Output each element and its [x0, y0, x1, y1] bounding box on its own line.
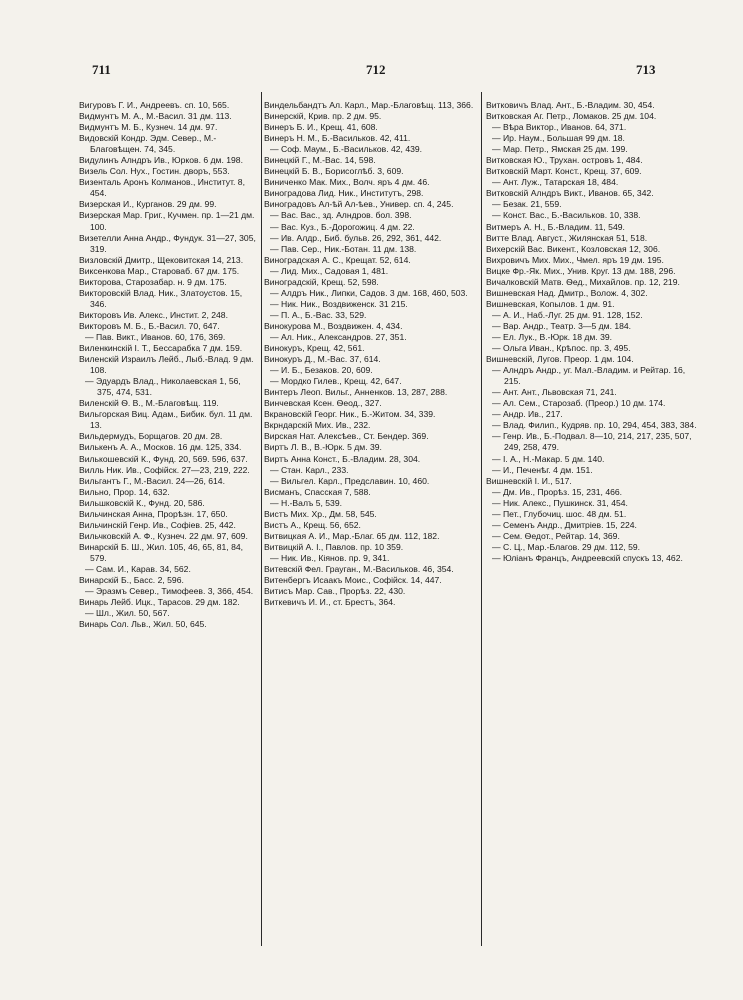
directory-entry: Винецкій Г., М.-Вас. 14, 598. — [264, 155, 376, 166]
directory-entry: Визерская Мар. Григ., Кучмен. пр. 1—21 дм. 100. — [79, 210, 255, 232]
directory-entry: Виленскій Израилъ Лейб., Лыб.-Влад. 9 дм. 108. — [79, 354, 254, 376]
directory-sub-entry: — Ник. Ник., Воздвиженск. 31 215. — [270, 298, 408, 309]
directory-entry: Видовскій Кондр. Эдм. Север., М.-Благовѣщен. 74, 345. — [79, 133, 217, 155]
directory-sub-entry: — Эдуардъ Влад., Николаевская 1, 56, 375, 474, 531. — [85, 376, 241, 398]
directory-entry: Винокуръ, Крещ. 42, 561. — [264, 343, 365, 354]
directory-entry: Винчевская Ксен. Ѳеод., 327. — [264, 398, 382, 409]
directory-entry: Вихровичъ Мих. Мих., Чмел. яръ 19 дм. 195. — [486, 254, 664, 265]
page-number-left: 711 — [92, 62, 111, 77]
directory-entry: Вистъ Мих. Хр., Дм. 58, 545. — [264, 508, 377, 519]
directory-sub-entry: — Ир. Наум., Большая 99 дм. 18. — [492, 133, 625, 144]
directory-entry: Витте Влад. Август., Жилянская 51, 518. — [486, 232, 648, 243]
directory-entry: Витевскій Фел. Грауган., М.-Васильков. 46, 354. — [264, 563, 454, 574]
directory-sub-entry: — Пав. Викт., Иванов. 60, 176, 369. — [85, 331, 226, 342]
directory-sub-entry: — Сам. И., Карав. 34, 562. — [85, 563, 191, 574]
directory-sub-entry: — Ив. Алдр., Биб. бульв. 26, 292, 361, 442. — [270, 232, 442, 243]
directory-sub-entry: — Н.-Валъ 5, 539. — [270, 497, 343, 508]
directory-sub-entry: — Ант. Луж., Татарская 18, 484. — [492, 177, 619, 188]
directory-entry: Винарь Лейб. Ицк., Тарасов. 29 дм. 182. — [79, 597, 240, 608]
directory-sub-entry: — Соф. Маум., Б.-Васильков. 42, 439. — [270, 144, 423, 155]
directory-sub-entry: — Алдръ Ник., Липки, Садов. 3 дм. 168, 460, 503. — [270, 287, 468, 298]
directory-column-3 — [486, 100, 704, 564]
directory-entry: Винеръ Н. М., Б.-Васильков. 42, 411. — [264, 133, 411, 144]
directory-entry: Винокуръ Д., М.-Вас. 37, 614. — [264, 354, 381, 365]
directory-entry: Визерская И., Курганов. 29 дм. 99. — [79, 199, 217, 210]
directory-sub-entry: — Ник. Алекс., Пушкинск. 31, 454. — [492, 497, 628, 508]
directory-entry: Витмеръ А. Н., Б.-Владим. 11, 549. — [486, 221, 625, 232]
directory-entry: Витвицкая А. И., Мар.-Благ. 65 дм. 112, 182. — [264, 530, 440, 541]
directory-entry: Винецкій Б. В., Борисоглѣб. 3, 609. — [264, 166, 404, 177]
directory-entry: Вихерскій Вас. Викент., Козловская 12, 306. — [486, 243, 661, 254]
directory-entry: Винерскій, Крив. пр. 2 дм. 95. — [264, 111, 382, 122]
directory-sub-entry: — Ант. Ант., Львовская 71, 241. — [492, 387, 617, 398]
directory-entry: Вилькенъ А. А., Москов. 16 дм. 125, 334. — [79, 442, 242, 453]
directory-sub-entry: — Вас. Куз., Б.-Дорогожиц. 4 дм. 22. — [270, 221, 415, 232]
directory-sub-entry: — Влад. Филип., Кудряв. пр. 10, 294, 454, 383, 384. — [492, 420, 697, 431]
directory-sub-entry: — Андр. Ив., 217. — [492, 409, 563, 420]
directory-entry: Викторовъ М. Б., Б.-Васил. 70, 647. — [79, 320, 220, 331]
directory-entry: Вильшковскій К., Фунд. 20, 586. — [79, 497, 205, 508]
directory-sub-entry: — Ал. Сем., Старозаб. (Преор.) 10 дм. 174. — [492, 398, 666, 409]
directory-sub-entry: — Эразмъ Север., Тимофеев. 3, 366, 454. — [85, 586, 254, 597]
directory-entry: Витенбергъ Исаакъ Моис., Софійск. 14, 447. — [264, 575, 442, 586]
directory-sub-entry: — Ел. Лук., В.-Юрк. 18 дм. 39. — [492, 331, 613, 342]
directory-entry: Виткевичъ И. И., ст. Брестъ, 364. — [264, 597, 396, 608]
directory-sub-entry: — Ник. Ив., Кіянов. пр. 9, 341. — [270, 552, 390, 563]
directory-sub-entry: — Лид. Мих., Садовая 1, 481. — [270, 265, 389, 276]
directory-sub-entry: — Пет., Глубочиц. шос. 48 дм. 51. — [492, 508, 627, 519]
directory-entry: Вишневскій, Лугов. Преор. 1 дм. 104. — [486, 354, 634, 365]
directory-entry: Вкрановскій Георг. Ник., Б.-Житом. 34, 339. — [264, 409, 436, 420]
page-number-center: 712 — [366, 62, 386, 77]
directory-entry: Викторовъ Ив. Алекс., Инстит. 2, 248. — [79, 309, 228, 320]
directory-sub-entry: — Вар. Андр., Театр. 3—5 дм. 184. — [492, 320, 632, 331]
directory-entry: Визловскій Дмитр., Щековитская 14, 213. — [79, 254, 244, 265]
directory-entry: Виноградская А. С., Крещат. 52, 614. — [264, 254, 411, 265]
directory-sub-entry: — Генр. Ив., Б.-Подвал. 8—10, 214, 217, 235, 507, 249, 258, 479. — [492, 431, 692, 453]
directory-sub-entry: — Ольга Иван., Крѣпос. пр. 3, 495. — [492, 343, 631, 354]
directory-sub-entry: — Мар. Петр., Ямская 25 дм. 199. — [492, 144, 628, 155]
directory-sub-entry: — Дм. Ив., Прорѣз. 15, 231, 466. — [492, 486, 623, 497]
directory-entry: Вистъ А., Крещ. 56, 652. — [264, 519, 361, 530]
page-number-right: 713 — [636, 62, 656, 77]
directory-entry: Винтеръ Леоп. Вильг., Анненков. 13, 287, 288. — [264, 387, 448, 398]
directory-entry: Витковскій Март. Конст., Крещ. 37, 609. — [486, 166, 642, 177]
directory-entry: Витвицкій А. І., Павлов. пр. 10 359. — [264, 541, 404, 552]
directory-entry: Вицке Фр.-Як. Мих., Унив. Круг. 13 дм. 188, 296. — [486, 265, 676, 276]
directory-entry: Виноградова Лид. Ник., Институтъ, 298. — [264, 188, 424, 199]
directory-entry: Вильно, Прор. 14, 632. — [79, 486, 170, 497]
directory-entry: Вилькошевскій К., Фунд. 20, 569. 596, 637. — [79, 453, 248, 464]
directory-entry: Виноградскій, Крещ. 52, 598. — [264, 276, 379, 287]
directory-entry: Викторовскій Влад. Ник., Златоустов. 15, 346. — [79, 287, 243, 309]
directory-entry: Вильчинскій Генр. Ив., Софіев. 25, 442. — [79, 519, 236, 530]
directory-entry: Виленкинскій І. Т., Бессарабка 7 дм. 159. — [79, 343, 243, 354]
directory-sub-entry: — И., Печенѣг. 4 дм. 151. — [492, 464, 593, 475]
directory-entry: Виленскій Ѳ. В., М.-Благовѣщ. 119. — [79, 398, 219, 409]
directory-sub-entry: — Юліанъ Францъ, Андреевскій спускъ 13, 462. — [492, 552, 683, 563]
directory-entry: Винарь Сол. Льв., Жил. 50, 645. — [79, 619, 207, 630]
directory-entry: Вильдермудъ, Борщагов. 20 дм. 28. — [79, 431, 223, 442]
directory-entry: Винарскій Б., Басс. 2, 596. — [79, 575, 184, 586]
directory-entry: Видмунтъ М. А., М.-Васил. 31 дм. 113. — [79, 111, 232, 122]
directory-entry: Вирская Нат. Алексѣев., Ст. Бендер. 369. — [264, 431, 429, 442]
directory-entry: Вишневскій І. И., 517. — [486, 475, 572, 486]
directory-entry: Вигуровъ Г. И., Андреевъ. сп. 10, 565. — [79, 100, 230, 110]
directory-entry: Вильгантъ Г., М.-Васил. 24—26, 614. — [79, 475, 225, 486]
directory-sub-entry: — Вас. Вас., зд. Алндров. бол. 398. — [270, 210, 412, 221]
directory-entry: Витковская Ю., Трухан. островъ 1, 484. — [486, 155, 643, 166]
directory-entry: Виноградовъ Ал-ѣй Ал-ѣев., Универ. сп. 4, 245. — [264, 199, 454, 210]
directory-entry: Вилль Ник. Ив., Софійск. 27—23, 219, 222. — [79, 464, 250, 475]
directory-entry: Визетелли Анна Андр., Фундук. 31—27, 305, 319. — [79, 232, 256, 254]
directory-sub-entry: — Вѣра Виктор., Иванов. 64, 371. — [492, 122, 627, 133]
directory-entry: Виндельбандтъ Ал. Карл., Мар.-Благовѣщ. 113, 366. — [264, 100, 474, 110]
directory-entry: Винокурова М., Воздвижен. 4, 434. — [264, 320, 403, 331]
directory-entry: Витковская Аг. Петр., Ломаков. 25 дм. 104. — [486, 111, 657, 122]
directory-entry: Визенталь Аронъ Колманов., Институт. 8, 454. — [79, 177, 245, 199]
directory-entry: Вишневская, Копылов. 1 дм. 91. — [486, 298, 615, 309]
directory-column-2 — [264, 100, 476, 608]
directory-sub-entry: — С. Ц., Мар.-Благов. 29 дм. 112, 59. — [492, 541, 641, 552]
directory-sub-entry: — Стан. Карл., 233. — [270, 464, 349, 475]
directory-entry: Виртъ Л. В., В.-Юрк. 5 дм. 39. — [264, 442, 382, 453]
directory-entry: Виниченко Мак. Мих., Волч. яръ 4 дм. 46. — [264, 177, 430, 188]
directory-sub-entry: — Алндръ Андр., уг. Мал.-Владим. и Рейтар. 16, 215. — [492, 365, 686, 387]
directory-sub-entry: — А. И., Наб.-Луг. 25 дм. 91. 128, 152. — [492, 309, 643, 320]
directory-entry: Винеръ Б. И., Крещ. 41, 608. — [264, 122, 378, 133]
directory-sub-entry: — Семенъ Андр., Дмитріев. 15, 224. — [492, 519, 637, 530]
directory-entry: Вичалковскій Матв. Ѳед., Михайлов. пр. 12, 219. — [486, 276, 680, 287]
directory-sub-entry: — І. А., Н.-Макар. 5 дм. 140. — [492, 453, 605, 464]
directory-entry: Видмунтъ М. Б., Кузнеч. 14 дм. 97. — [79, 122, 218, 133]
directory-entry: Вильчинская Анна, Прорѣзн. 17, 650. — [79, 508, 228, 519]
directory-entry: Вкрндарскій Мих. Ив., 232. — [264, 420, 371, 431]
directory-sub-entry: — П. А., Б.-Вас. 33, 529. — [270, 309, 367, 320]
directory-sub-entry: — Конст. Вас., Б.-Васильков. 10, 338. — [492, 210, 641, 221]
directory-entry: Вильгорская Виц. Адам., Бибик. бул. 11 дм. 13. — [79, 409, 253, 431]
directory-entry: Виксенкова Мар., Староваб. 67 дм. 175. — [79, 265, 240, 276]
directory-entry: Винарскій Б. Ш., Жил. 105, 46, 65, 81, 84, 579. — [79, 541, 244, 563]
column-divider-left — [261, 92, 262, 946]
directory-entry: Визель Сол. Нух., Гостин. дворъ, 553. — [79, 166, 230, 177]
directory-sub-entry: — Сем. Ѳедот., Рейтар. 14, 369. — [492, 530, 620, 541]
directory-entry: Висманъ, Спасская 7, 588. — [264, 486, 371, 497]
directory-entry: Вильчковскій А. Ф., Кузнеч. 22 дм. 97, 609. — [79, 530, 248, 541]
directory-sub-entry: — Вильгел. Карл., Предславин. 10, 460. — [270, 475, 430, 486]
directory-sub-entry: — Пав. Сер., Ник.-Ботан. 11 дм. 138. — [270, 243, 417, 254]
directory-entry: Витковскій Алндръ Викт., Иванов. 65, 342. — [486, 188, 654, 199]
directory-entry: Видулинъ Алндръ Ив., Юрков. 6 дм. 198. — [79, 155, 243, 166]
directory-sub-entry: — Мордко Гилев., Крещ. 42, 647. — [270, 376, 402, 387]
directory-sub-entry: — И. Б., Безаков. 20, 609. — [270, 365, 373, 376]
directory-entry: Витисъ Мар. Сав., Прорѣз. 22, 430. — [264, 586, 406, 597]
directory-entry: Вишневская Над. Дмитр., Волож. 4, 302. — [486, 287, 648, 298]
directory-entry: Виртъ Анна Конст., Б.-Владим. 28, 304. — [264, 453, 421, 464]
directory-sub-entry: — Безак. 21, 559. — [492, 199, 562, 210]
directory-sub-entry: — Ал. Ник., Александров. 27, 351. — [270, 331, 407, 342]
directory-entry: Викторова, Старозабар. н. 9 дм. 175. — [79, 276, 227, 287]
directory-sub-entry: — Шл., Жил. 50, 567. — [85, 608, 170, 619]
directory-entry: Витковичъ Влад. Ант., Б.-Владим. 30, 454. — [486, 100, 655, 110]
directory-column-1 — [79, 100, 257, 630]
column-divider-right — [481, 92, 482, 946]
